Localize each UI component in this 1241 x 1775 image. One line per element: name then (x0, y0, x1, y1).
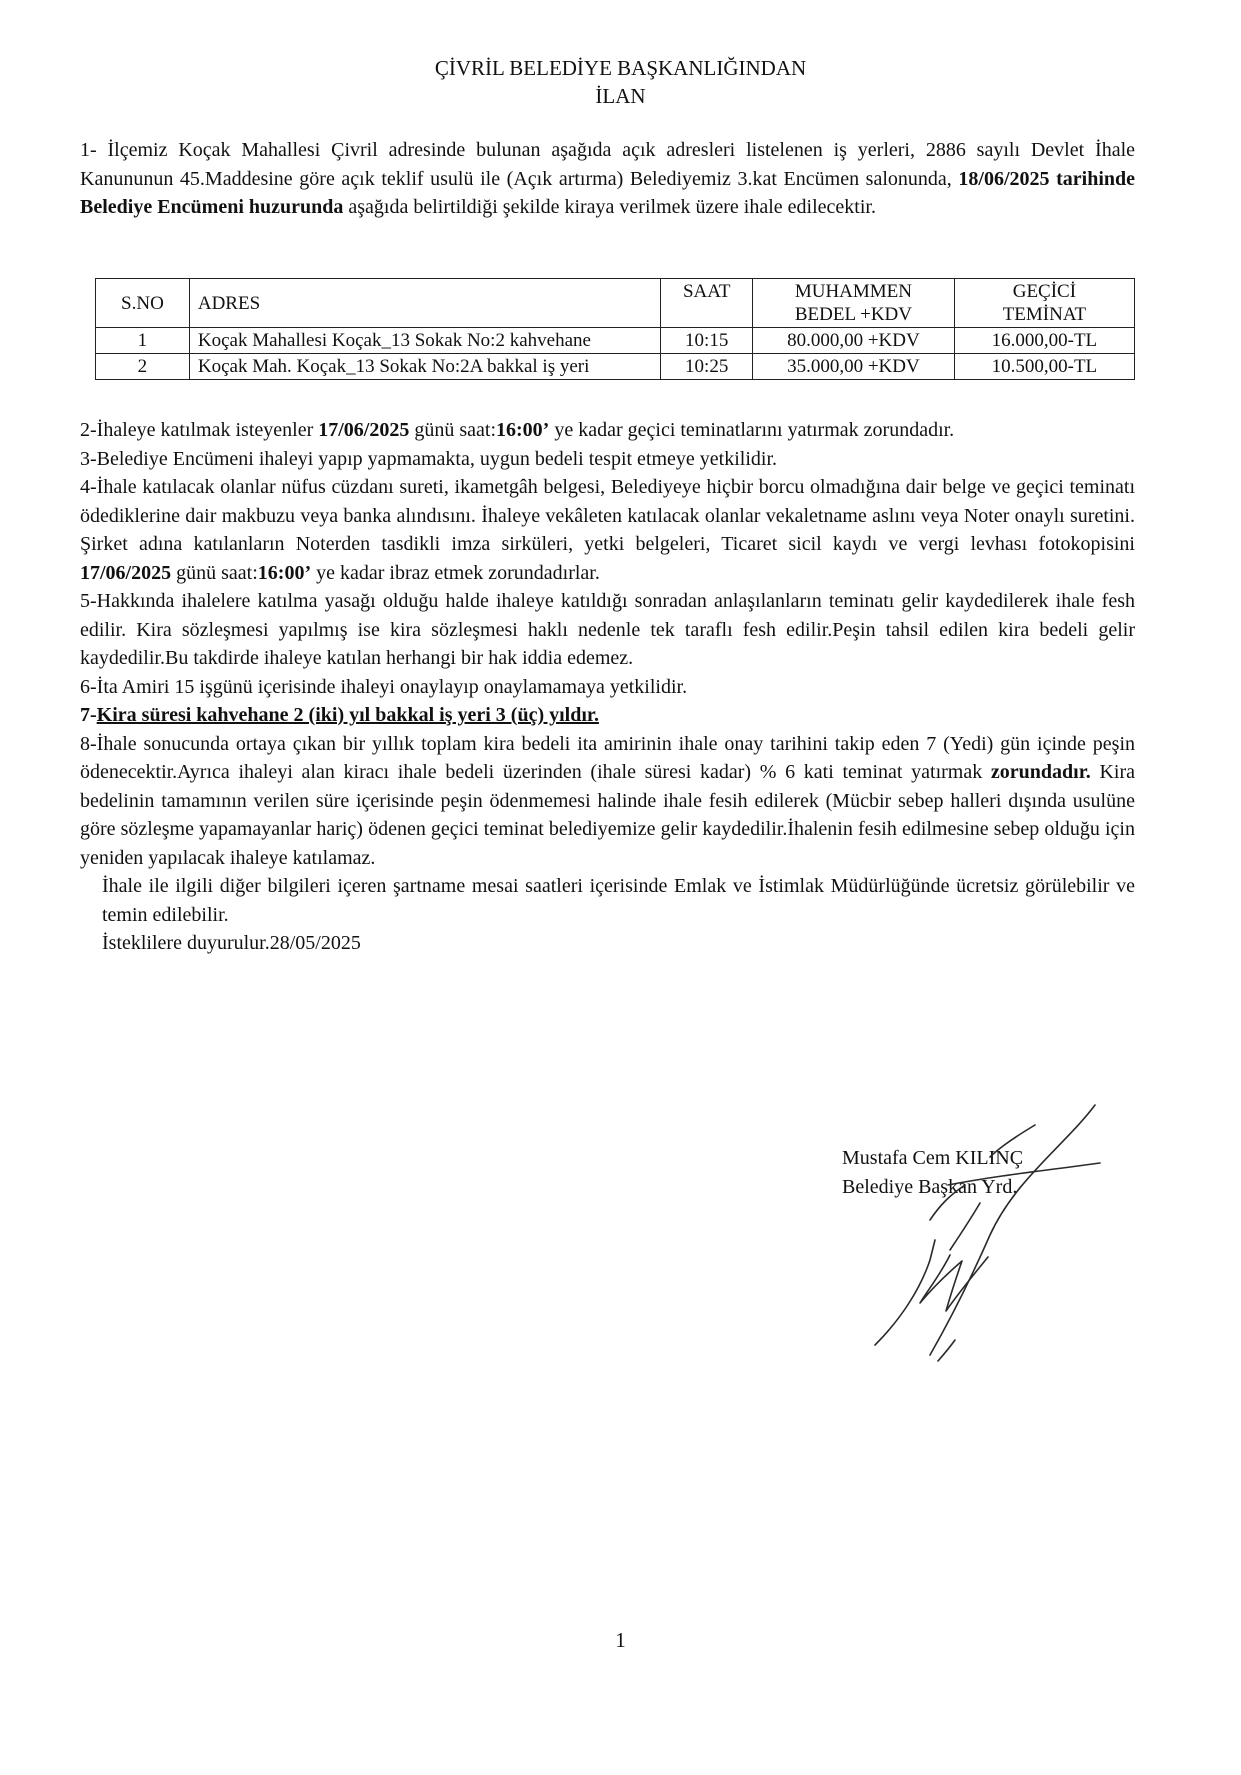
header-sno: S.NO (96, 279, 190, 328)
clause-2-time: 16:00’ (496, 419, 550, 441)
clauses-body (80, 416, 1135, 958)
clause-8-text-end: Kira bedelinin tamamının verilen süre içerisinde peşin ödenmemesi halinde ihale fesih edilerek (Mücbir sebep halleri dışında usulüne göre sözleşme yapamayanlar hariç) ödenen geçici teminat belediyemize gelir kaydedilir.İhalenin fesih edilmesine sebep olduğu için yeniden yapılacak ihaleye katılamaz. (80, 761, 1135, 869)
clause-8-text: 8-İhale sonucunda ortaya çıkan bir yıllık toplam kira bedeli ita amirinin ihale onay tarihini takip eden 7 (Yedi) gün içinde peşin ödenecektir.Ayrıca ihaleyi alan kiracı ihale bedeli üzerinden (ihale süresi kadar) % 6 kati teminat yatırmak (80, 732, 1135, 783)
clause-1-text: 1- İlçemiz Koçak Mahallesi Çivril adresinde bulunan aşağıda açık adresleri listelenen iş yerleri, 2886 sayılı Devlet İhale Kanununun 45.Maddesine göre açık teklif usulü ile (Açık artırma) Belediyemiz 3.kat Encümen salonunda, (80, 139, 1135, 190)
clause-4-time: 16:00’ (257, 561, 312, 584)
cell-teminat: 16.000,00-TL (954, 328, 1134, 354)
header-bedel-line2: BEDEL +KDV (794, 304, 912, 325)
table-row (96, 354, 1135, 380)
cell-saat: 10:25 (661, 354, 753, 380)
header-teminat-line2: TEMİNAT (1002, 304, 1087, 325)
page-number: 1 (615, 1628, 626, 1652)
header-adres: ADRES (189, 279, 660, 328)
clause-3: 3-Belediye Encümeni ihaleyi yapıp yapmamakta, uygun bedeli tespit etmeye yetkilidir. (80, 447, 778, 470)
cell-adres: Koçak Mahallesi Koçak_13 Sokak No:2 kahvehane (189, 328, 660, 354)
clause-2-text-mid: günü saat: (409, 419, 497, 441)
clause-4-date: 17/06/2025 (80, 561, 172, 584)
cell-adres: Koçak Mah. Koçak_13 Sokak No:2A bakkal iş yeri (189, 354, 660, 380)
header-saat: SAAT (661, 279, 753, 328)
clause-1-text-end: aşağıda belirtildiği şekilde kiraya verilmek üzere ihale edilecektir. (343, 196, 876, 218)
header-bedel (753, 279, 955, 328)
clause-4 (80, 473, 1135, 587)
cell-bedel: 35.000,00 +KDV (753, 354, 955, 380)
handwritten-signature (800, 1085, 1130, 1385)
clause-2-date: 17/06/2025 (318, 419, 410, 441)
notice-heading: İLAN (595, 84, 646, 108)
cell-teminat: 10.500,00-TL (954, 354, 1134, 380)
spec-note: İhale ile ilgili diğer bilgileri içeren şartname mesai saatleri içerisinde Emlak ve İstimlak Müdürlüğünde ücretsiz görülebilir ve temin edilebilir. (102, 875, 1135, 926)
clause-8-emphasis: zorundadır. (990, 761, 1091, 783)
clause-7-number: 7- (80, 704, 97, 726)
issuer-heading: ÇİVRİL BELEDİYE BAŞKANLIĞINDAN (434, 56, 807, 80)
header-teminat-line1: GEÇİCİ (1012, 281, 1077, 302)
clause-7-text: Kira süresi kahvehane 2 (iki) yıl bakkal iş yeri 3 (üç) yıldır. (96, 704, 599, 726)
clause-2-text-end: ye kadar geçici teminatlarını yatırmak zorundadır. (549, 419, 955, 441)
announcement-date: İsteklilere duyurulur.28/05/2025 (102, 932, 361, 954)
clause-4-text-end: ye kadar ibraz etmek zorundadırlar. (311, 561, 600, 584)
clause-1-date-emphasis: 18/06/2025 tarihinde Belediye Encümeni huzurunda (80, 167, 1136, 218)
cell-bedel: 80.000,00 +KDV (753, 328, 955, 354)
clause-7 (80, 701, 1135, 730)
clause-4-text: 4-İhale katılacak olanlar nüfus cüzdanı sureti, ikametgâh belgesi, Belediyeye hiçbir borcu olmadığına dair belge ve geçici teminatı ödediklerine dair makbuzu veya banka alındısını. İhaleye vekâleten katılacak olanlar vekaletname aslını veya Noter onaylı suretini. Şirket adına katılanların Noterden tasdikli imza sirküleri, yetki belgeleri, Ticaret sicil kaydı ve vergi levhası fotokopisini (80, 476, 1135, 555)
clause-2 (80, 416, 1135, 445)
table-row (96, 328, 1135, 354)
clause-1 (80, 136, 1135, 222)
cell-sno: 2 (96, 354, 190, 380)
clause-8 (80, 730, 1135, 873)
clause-5: 5-Hakkında ihalelere katılma yasağı olduğu halde ihaleye katıldığı sonradan anlaşılanların teminatı gelir kaydedilerek ihale fesh edilir. Kira sözleşmesi yapılmış ise kira sözleşmesi haklı nedenle tek taraflı fesh edilir.Peşin tahsil edilen kira bedeli gelir kaydedilir.Bu takdirde ihaleye katılan herhangi bir hak iddia edemez. (80, 590, 1135, 669)
tender-table (95, 278, 1135, 380)
cell-sno: 1 (96, 328, 190, 354)
clause-4-text-mid: günü saat: (171, 561, 258, 584)
signer-name: Mustafa Cem KILINÇ (842, 1147, 1024, 1169)
header-bedel-line1: MUHAMMEN (794, 281, 913, 302)
signer-title: Belediye Başkan Yrd. (842, 1176, 1018, 1198)
cell-saat: 10:15 (661, 328, 753, 354)
header-teminat (954, 279, 1134, 328)
clause-6: 6-İta Amiri 15 işgünü içerisinde ihaleyi onaylayıp onaylamamaya yetkilidir. (80, 675, 688, 698)
clause-2-text: 2-İhaleye katılmak isteyenler (80, 419, 319, 441)
table-header-row (96, 279, 1135, 328)
